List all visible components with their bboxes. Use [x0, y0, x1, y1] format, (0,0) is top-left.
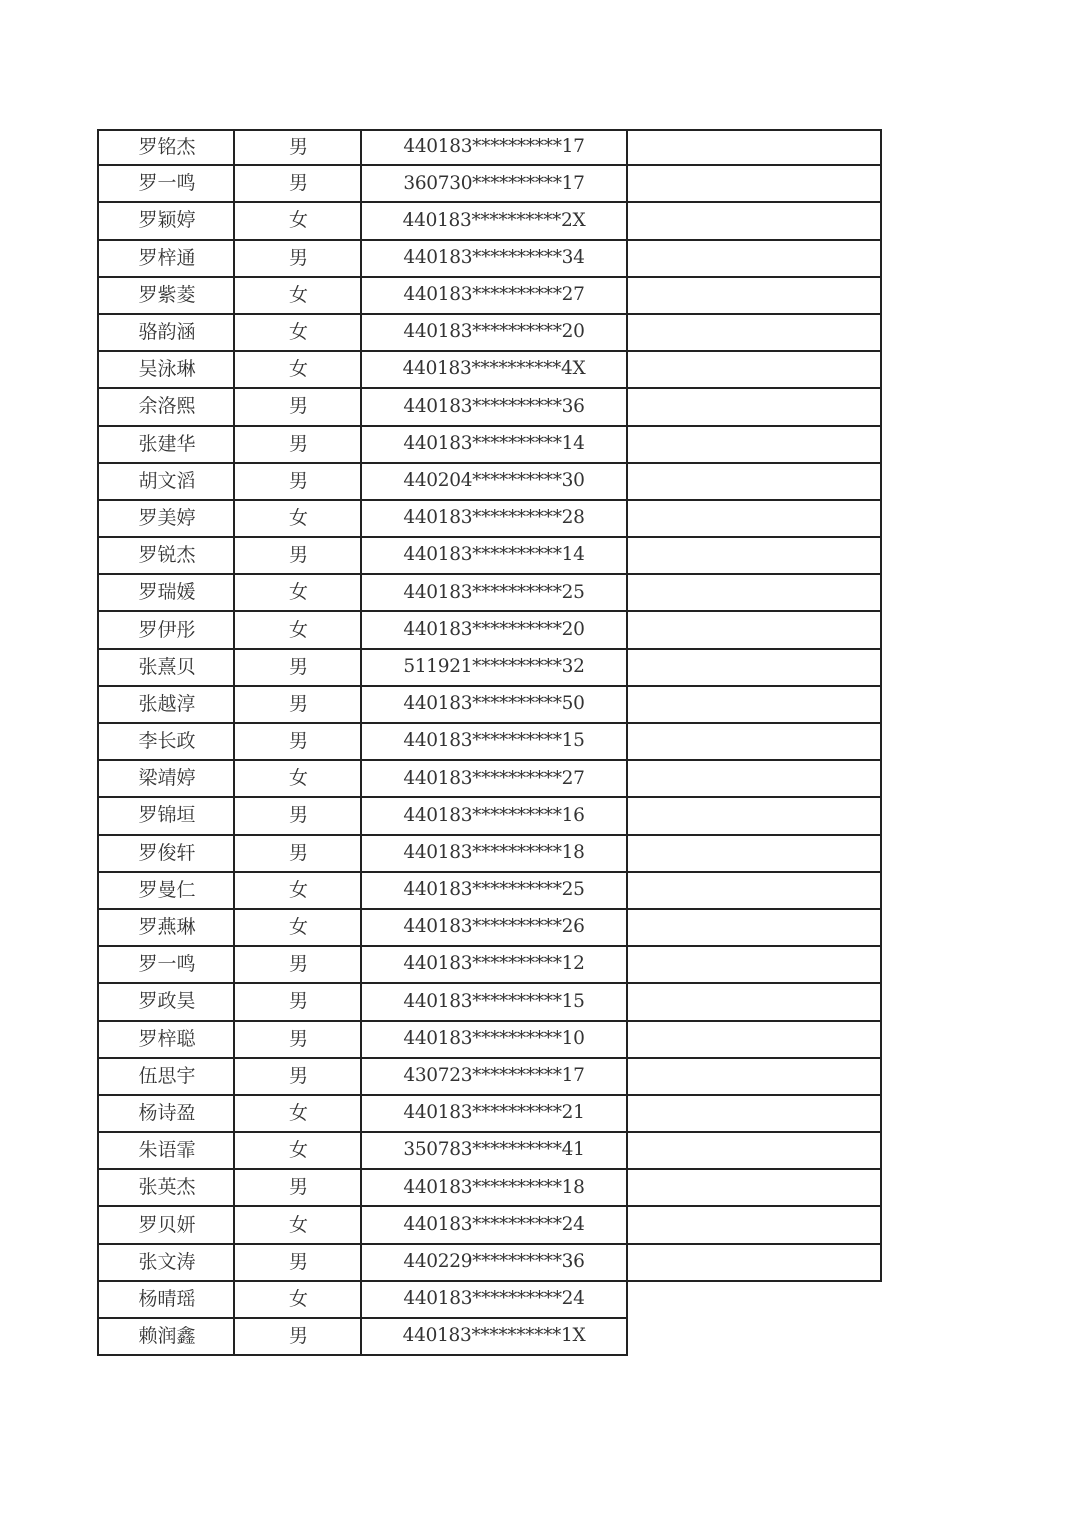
id-number-cell: 440183**********18 [360, 1170, 628, 1207]
table-row [97, 315, 884, 352]
gender-cell: 男 [233, 836, 362, 873]
name-cell: 张英杰 [97, 1170, 235, 1207]
table-row [97, 910, 884, 947]
name-cell: 罗瑞媛 [97, 575, 235, 612]
remark-cell [626, 501, 882, 538]
id-number-cell: 440183**********4X [360, 352, 628, 389]
remark-cell [626, 464, 882, 501]
table-row [97, 947, 884, 984]
table-row [97, 501, 884, 538]
name-cell: 张越淳 [97, 687, 235, 724]
remark-cell [626, 241, 882, 278]
name-cell: 罗梓通 [97, 241, 235, 278]
remark-cell [626, 1245, 882, 1282]
name-cell: 杨晴瑶 [97, 1282, 235, 1319]
table-row [97, 687, 884, 724]
name-cell: 罗政昊 [97, 984, 235, 1021]
remark-cell [626, 315, 882, 352]
name-cell: 罗锐杰 [97, 538, 235, 575]
id-number-cell: 440183**********34 [360, 241, 628, 278]
name-cell: 罗铭杰 [97, 129, 235, 166]
table-row [97, 166, 884, 203]
name-cell: 伍思宇 [97, 1059, 235, 1096]
name-cell: 张文涛 [97, 1245, 235, 1282]
name-cell: 罗燕琳 [97, 910, 235, 947]
gender-cell: 男 [233, 1170, 362, 1207]
gender-cell: 男 [233, 1245, 362, 1282]
remark-cell [626, 1170, 882, 1207]
id-number-cell: 440183**********12 [360, 947, 628, 984]
gender-cell: 男 [233, 464, 362, 501]
table-row [97, 612, 884, 649]
table-row [97, 1133, 884, 1170]
id-number-cell: 440183**********20 [360, 315, 628, 352]
id-number-cell: 440183**********24 [360, 1207, 628, 1244]
remark-cell [626, 1059, 882, 1096]
table-row [97, 427, 884, 464]
name-cell: 罗锦垣 [97, 798, 235, 835]
name-cell: 骆韵涵 [97, 315, 235, 352]
gender-cell: 女 [233, 278, 362, 315]
gender-cell: 男 [233, 687, 362, 724]
remark-cell [626, 873, 882, 910]
table-row [97, 203, 884, 240]
gender-cell: 男 [233, 389, 362, 426]
id-number-cell: 360730**********17 [360, 166, 628, 203]
name-cell: 吴泳琳 [97, 352, 235, 389]
id-number-cell: 440204**********30 [360, 464, 628, 501]
table-row [97, 1170, 884, 1207]
remark-cell [626, 947, 882, 984]
name-cell: 罗俊轩 [97, 836, 235, 873]
table-row [97, 278, 884, 315]
remark-cell [626, 538, 882, 575]
table-row [97, 798, 884, 835]
id-number-cell: 440183**********17 [360, 129, 628, 166]
id-number-cell: 440183**********2X [360, 203, 628, 240]
remark-cell [626, 166, 882, 203]
id-number-cell: 350783**********41 [360, 1133, 628, 1170]
name-cell: 张建华 [97, 427, 235, 464]
remark-cell [626, 1022, 882, 1059]
name-cell: 罗美婷 [97, 501, 235, 538]
table-row [97, 724, 884, 761]
remark-cell [626, 687, 882, 724]
name-cell: 罗颖婷 [97, 203, 235, 240]
name-cell: 梁靖婷 [97, 761, 235, 798]
gender-cell: 男 [233, 427, 362, 464]
name-cell: 李长政 [97, 724, 235, 761]
id-number-cell: 430723**********17 [360, 1059, 628, 1096]
remark-cell [626, 575, 882, 612]
id-number-cell: 440183**********50 [360, 687, 628, 724]
id-number-cell: 440183**********28 [360, 501, 628, 538]
name-cell: 胡文滔 [97, 464, 235, 501]
gender-cell: 男 [233, 129, 362, 166]
gender-cell: 女 [233, 1133, 362, 1170]
remark-cell [626, 1133, 882, 1170]
id-number-cell: 440183**********27 [360, 278, 628, 315]
table-row [97, 352, 884, 389]
table-row [97, 1319, 884, 1356]
name-cell: 余洛熙 [97, 389, 235, 426]
id-number-cell: 440229**********36 [360, 1245, 628, 1282]
table-row [97, 464, 884, 501]
remark-cell [626, 1207, 882, 1244]
name-cell: 罗紫菱 [97, 278, 235, 315]
gender-cell: 女 [233, 910, 362, 947]
id-number-cell: 440183**********14 [360, 427, 628, 464]
name-cell: 罗贝妍 [97, 1207, 235, 1244]
id-number-cell: 440183**********15 [360, 984, 628, 1021]
gender-cell: 女 [233, 873, 362, 910]
id-number-cell: 440183**********16 [360, 798, 628, 835]
name-cell: 罗梓聪 [97, 1022, 235, 1059]
gender-cell: 男 [233, 1319, 362, 1356]
table-row [97, 1022, 884, 1059]
gender-cell: 男 [233, 984, 362, 1021]
remark-cell [626, 761, 882, 798]
name-cell: 罗伊彤 [97, 612, 235, 649]
remark-cell [626, 724, 882, 761]
remark-cell [626, 910, 882, 947]
gender-cell: 女 [233, 352, 362, 389]
name-cell: 罗一鸣 [97, 947, 235, 984]
id-number-cell: 440183**********15 [360, 724, 628, 761]
remark-cell [626, 798, 882, 835]
remark-cell [626, 1096, 882, 1133]
table-row [97, 836, 884, 873]
table-row [97, 761, 884, 798]
remark-cell [626, 984, 882, 1021]
gender-cell: 男 [233, 798, 362, 835]
remark-cell [626, 352, 882, 389]
remark-cell [626, 427, 882, 464]
remark-cell [626, 389, 882, 426]
gender-cell: 女 [233, 203, 362, 240]
gender-cell: 男 [233, 538, 362, 575]
remark-cell [626, 278, 882, 315]
gender-cell: 男 [233, 1059, 362, 1096]
table-row [97, 389, 884, 426]
table-row [97, 129, 884, 166]
name-cell: 罗一鸣 [97, 166, 235, 203]
remark-cell [626, 612, 882, 649]
table-row [97, 984, 884, 1021]
id-number-cell: 440183**********10 [360, 1022, 628, 1059]
table-row [97, 1059, 884, 1096]
id-number-cell: 440183**********20 [360, 612, 628, 649]
remark-cell [626, 203, 882, 240]
remark-cell [626, 129, 882, 166]
remark-cell [626, 650, 882, 687]
table-row [97, 1245, 884, 1282]
id-number-cell: 440183**********1X [360, 1319, 628, 1356]
gender-cell: 女 [233, 612, 362, 649]
id-number-cell: 440183**********24 [360, 1282, 628, 1319]
gender-cell: 女 [233, 1282, 362, 1319]
id-number-cell: 440183**********26 [360, 910, 628, 947]
gender-cell: 女 [233, 315, 362, 352]
table-row [97, 650, 884, 687]
gender-cell: 女 [233, 501, 362, 538]
name-cell: 赖润鑫 [97, 1319, 235, 1356]
table-row [97, 538, 884, 575]
name-cell: 张熹贝 [97, 650, 235, 687]
id-number-cell: 440183**********25 [360, 575, 628, 612]
table-row [97, 1096, 884, 1133]
table-row [97, 241, 884, 278]
id-number-cell: 440183**********18 [360, 836, 628, 873]
gender-cell: 男 [233, 241, 362, 278]
id-number-cell: 440183**********25 [360, 873, 628, 910]
id-number-cell: 440183**********36 [360, 389, 628, 426]
id-number-cell: 511921**********32 [360, 650, 628, 687]
remark-cell [626, 836, 882, 873]
name-cell: 罗曼仁 [97, 873, 235, 910]
table-row [97, 873, 884, 910]
gender-cell: 男 [233, 166, 362, 203]
gender-cell: 女 [233, 1207, 362, 1244]
table-row [97, 1207, 884, 1244]
gender-cell: 女 [233, 1096, 362, 1133]
id-number-cell: 440183**********27 [360, 761, 628, 798]
id-number-cell: 440183**********14 [360, 538, 628, 575]
gender-cell: 女 [233, 761, 362, 798]
roster-table [97, 129, 884, 1356]
id-number-cell: 440183**********21 [360, 1096, 628, 1133]
gender-cell: 男 [233, 947, 362, 984]
table-row [97, 1282, 884, 1319]
gender-cell: 女 [233, 575, 362, 612]
gender-cell: 男 [233, 1022, 362, 1059]
gender-cell: 男 [233, 724, 362, 761]
name-cell: 朱语霏 [97, 1133, 235, 1170]
name-cell: 杨诗盈 [97, 1096, 235, 1133]
gender-cell: 男 [233, 650, 362, 687]
table-row [97, 575, 884, 612]
